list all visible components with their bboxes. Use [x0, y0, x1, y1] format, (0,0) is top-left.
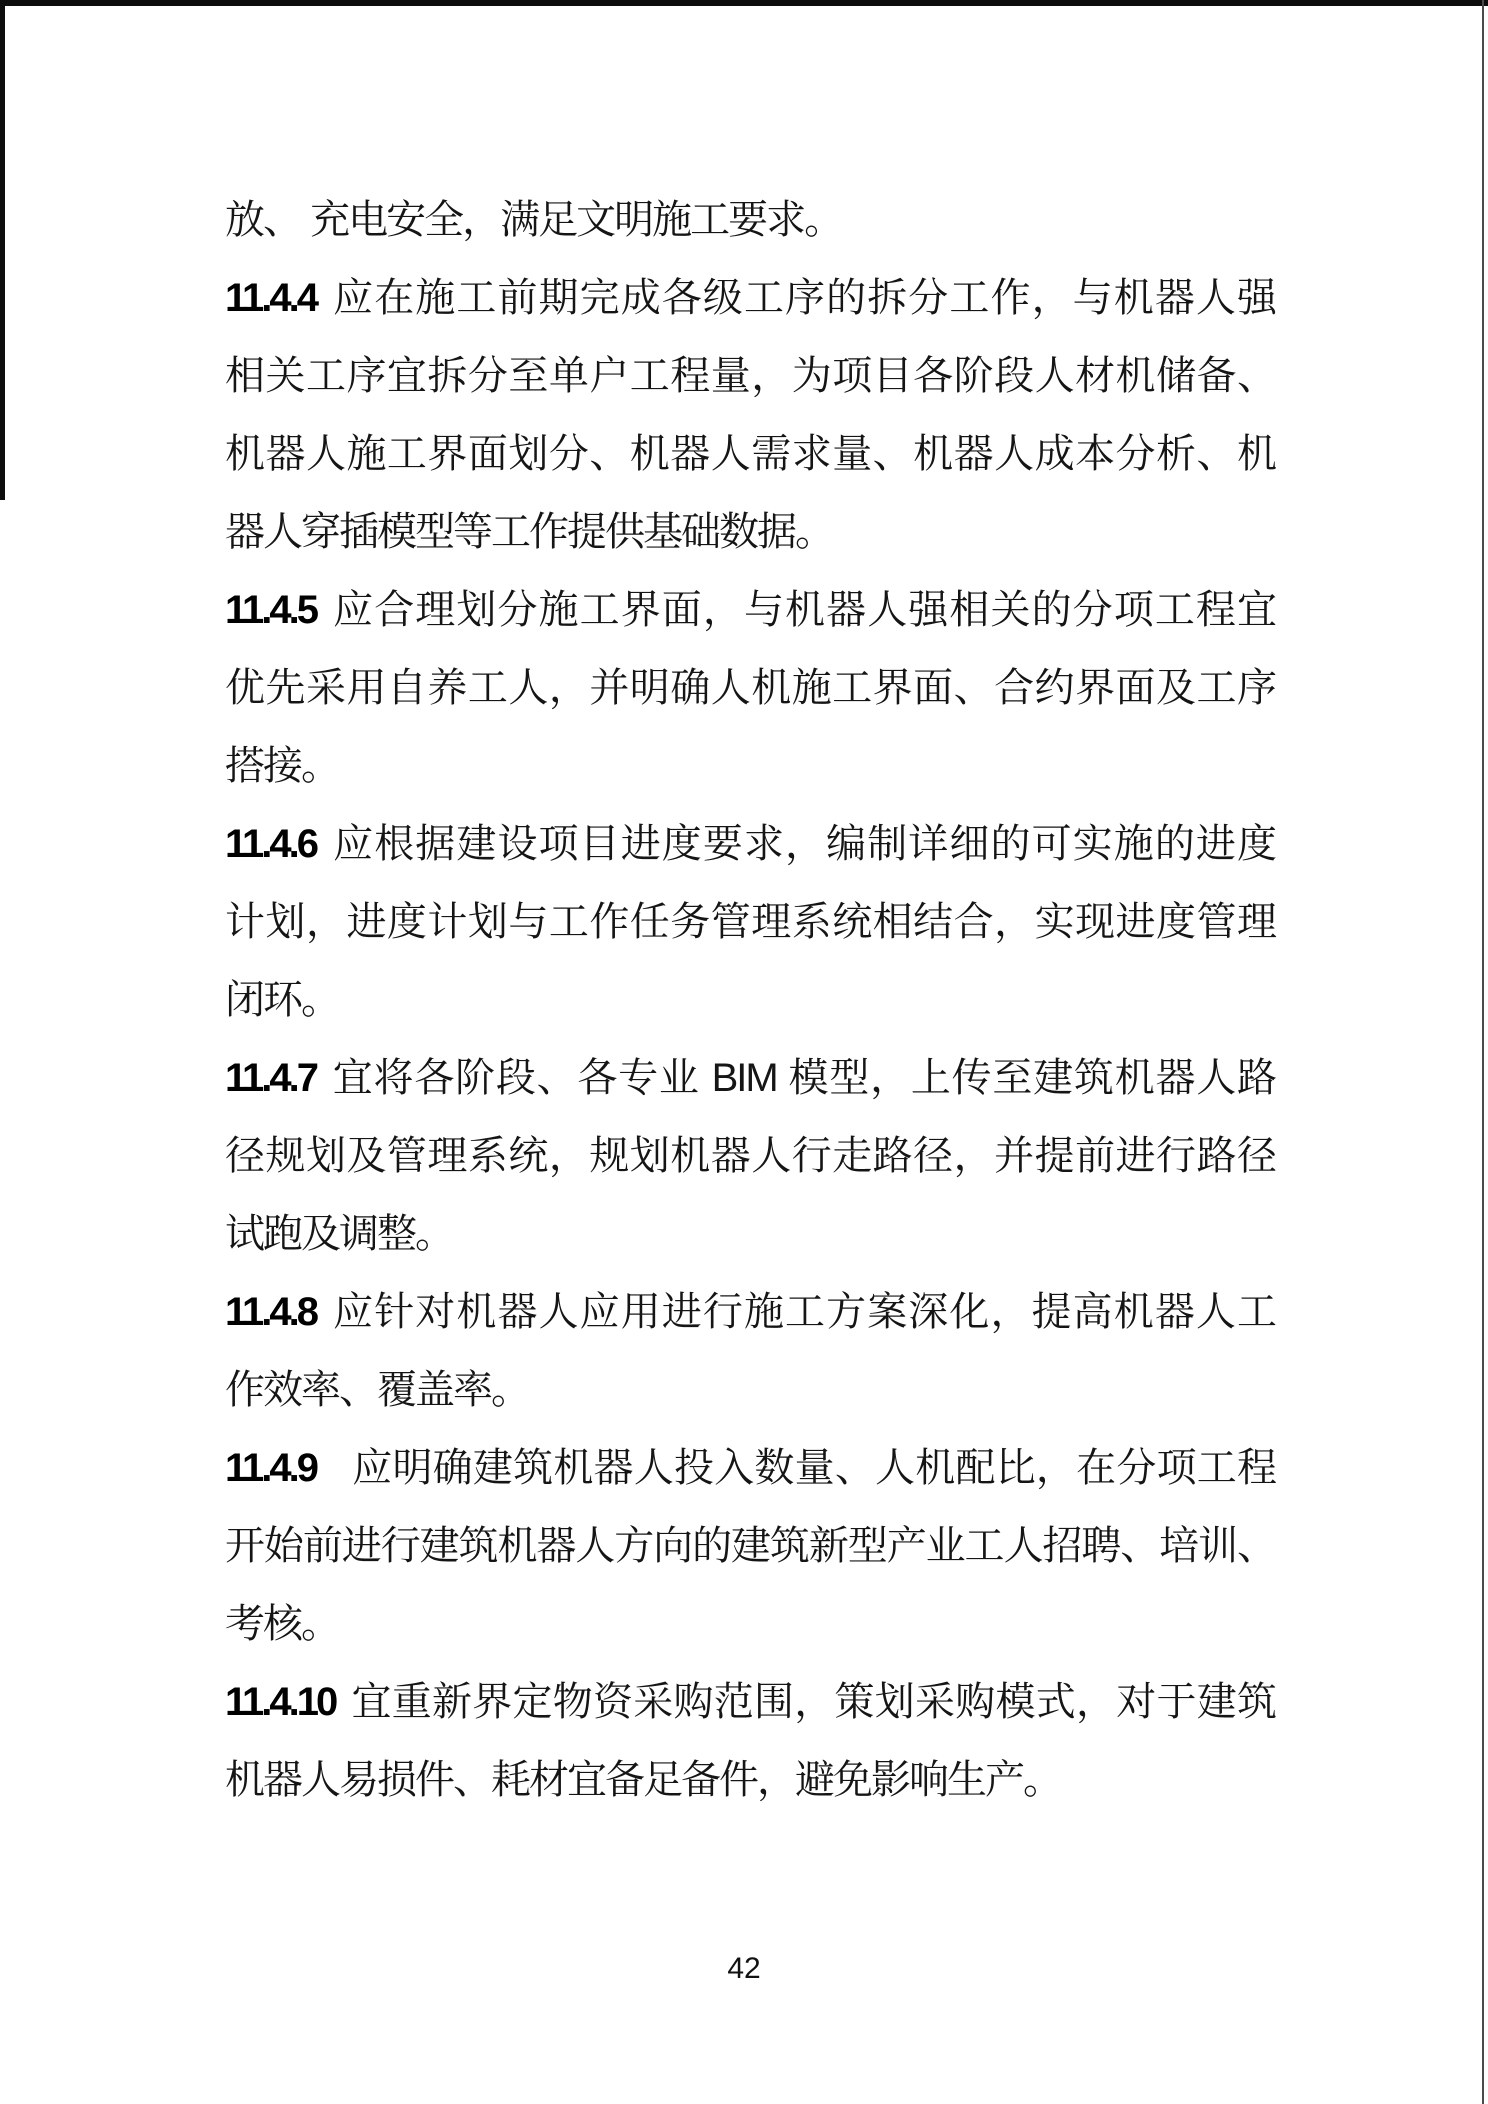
line-text: 计划，进度计划与工作任务管理系统相结合，实现进度管理: [225, 900, 1275, 944]
text-line: [225, 181, 1275, 259]
line-text: 试跑及调整。: [225, 1212, 453, 1256]
line-text: 搭接。: [225, 744, 339, 788]
line-text: 机器人易损件、耗材宜备足备件，避免影响生产。: [225, 1758, 1061, 1802]
line-text: 径规划及管理系统，规划机器人行走路径，并提前进行路径: [225, 1134, 1275, 1178]
line-text: 放、 充电安全，满足文明施工要求。: [225, 198, 843, 242]
text-line: [225, 1741, 1275, 1819]
scan-edge-right: [1482, 0, 1484, 2104]
clause-number: 11.4.8: [225, 1290, 317, 1334]
text-line: [225, 1195, 1275, 1273]
line-text: 开始前进行建筑机器人方向的建筑新型产业工人招聘、培训、: [225, 1524, 1275, 1568]
text-line: [225, 1117, 1275, 1195]
line-text: 器人穿插模型等工作提供基础数据。: [225, 510, 833, 554]
line-text: 考核。: [225, 1602, 339, 1646]
line-text: 应在施工前期完成各级工序的拆分工作，与机器人强: [330, 276, 1275, 320]
line-text: 宜重新界定物资采购范围，策划采购模式，对于建筑: [349, 1680, 1275, 1724]
text-line: [225, 415, 1275, 493]
line-text: 机器人施工界面划分、机器人需求量、机器人成本分析、机: [225, 432, 1275, 476]
text-line: [225, 883, 1275, 961]
line-text: 相关工序宜拆分至单户工程量，为项目各阶段人材机储备、: [225, 354, 1275, 398]
clause-number: 11.4.5: [225, 588, 317, 632]
clause-number: 11.4.6: [225, 822, 317, 866]
line-text: 应合理划分施工界面，与机器人强相关的分项工程宜: [330, 588, 1275, 632]
text-line: [225, 961, 1275, 1039]
clause-number: 11.4.7: [225, 1056, 317, 1100]
line-text: 作效率、覆盖率。: [225, 1368, 529, 1412]
line-text: 应针对机器人应用进行施工方案深化，提高机器人工: [330, 1290, 1275, 1334]
scan-edge-top: [0, 0, 1488, 6]
text-line-clause-11-4-10: [225, 1663, 1275, 1741]
text-line: [225, 1351, 1275, 1429]
line-text: 宜将各阶段、各专业 BIM 模型，上传至建筑机器人路: [330, 1056, 1275, 1100]
document-text-block: [225, 181, 1275, 1819]
text-line-clause-11-4-6: [225, 805, 1275, 883]
line-text: 应根据建设项目进度要求，编制详细的可实施的进度: [330, 822, 1275, 866]
clause-number: 11.4.9: [225, 1446, 317, 1490]
scan-edge-left: [0, 0, 5, 500]
text-line-clause-11-4-5: [225, 571, 1275, 649]
text-line: [225, 1585, 1275, 1663]
text-line: [225, 337, 1275, 415]
text-line: [225, 727, 1275, 805]
text-line-clause-11-4-7: [225, 1039, 1275, 1117]
line-text: 闭环。: [225, 978, 339, 1022]
text-line: [225, 493, 1275, 571]
text-line: [225, 649, 1275, 727]
text-line: [225, 1507, 1275, 1585]
line-text: 优先采用自养工人，并明确人机施工界面、合约界面及工序: [225, 666, 1275, 710]
page-number: 42: [727, 1952, 761, 1985]
text-line-clause-11-4-8: [225, 1273, 1275, 1351]
line-text: 应明确建筑机器人投入数量、人机配比，在分项工程: [350, 1446, 1275, 1490]
clause-number: 11.4.10: [225, 1680, 336, 1724]
clause-number: 11.4.4: [225, 276, 317, 320]
text-line-clause-11-4-4: [225, 259, 1275, 337]
text-line-clause-11-4-9: [225, 1429, 1275, 1507]
